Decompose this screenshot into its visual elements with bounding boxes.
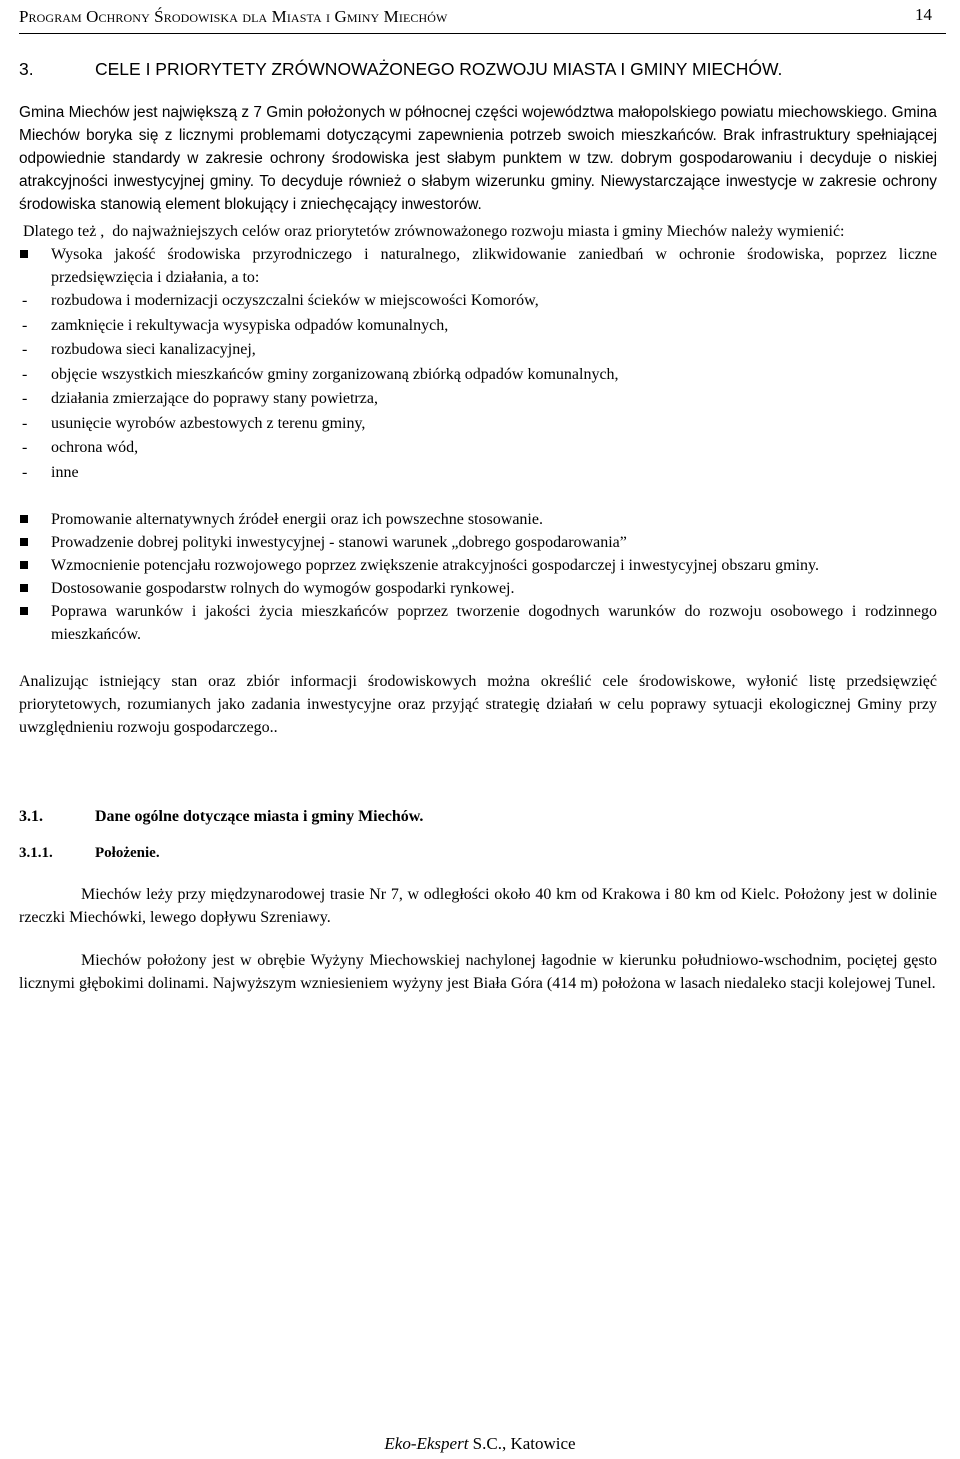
square-bullet-icon (20, 515, 28, 523)
analysis-paragraph: Analizując istniejący stan oraz zbiór informacji środowiskowych można określić cele środowiskowe, wyłonić listę przedsięwzięć priorytetowych, rozumianych jako zadania inwestycyjne oraz przyjąć strategię działań w celu poprawy sytuacji ekologicznej Gminy przy uwzględnieniu rozwoju gospodarczego.. (19, 673, 937, 736)
priority-text: Wzmocnienie potencjału rozwojowego poprzez zwiększenie atrakcyjności gospodarczej i inwestycyjnej obszaru gminy. (51, 557, 820, 574)
action-item (19, 461, 937, 486)
action-text: objęcie wszystkich mieszkańców gminy zorganizowaną zbiórką odpadów komunalnych, (51, 365, 619, 383)
action-text: rozbudowa i modernizacji oczyszczalni ścieków w miejscowości Komorów, (51, 292, 539, 309)
priority-text: Prowadzenie dobrej polityki inwestycyjnej - stanowi warunek „dobrego gospodarowania” (51, 534, 627, 551)
page-footer (0, 1434, 960, 1454)
section-number: 3.1. (19, 808, 43, 825)
priority-item (19, 508, 937, 531)
chapter-number: 3. (19, 59, 34, 79)
section-heading-3-1-1 (19, 842, 937, 865)
action-item (19, 412, 937, 437)
square-bullet-icon (20, 538, 28, 546)
page-number: 14 (915, 5, 932, 24)
dash-bullet-icon: - (22, 439, 28, 456)
action-text: usunięcie wyrobów azbestowych z terenu gminy, (51, 414, 366, 432)
action-item (19, 314, 937, 339)
action-text: rozbudowa sieci kanalizacyjnej, (51, 341, 256, 358)
action-item (19, 436, 937, 461)
dash-bullet-icon: - (22, 292, 28, 309)
priority-text: Wysoka jakość środowiska przyrodniczego i naturalnego, zlikwidowanie zaniedbań w ochronie środowiska, poprzez liczne przedsięwzięcia i działania, a to: (51, 246, 937, 286)
priorities-intro: Dlatego też , do najważniejszych celów oraz priorytetów zrównoważonego rozwoju miasta i gminy Miechów należy wymienić: (19, 223, 845, 240)
location-paragraph-2: Miechów położony jest w obrębie Wyżyny Miechowskiej nachylonej łagodnie w kierunku południowo-wschodnim, pociętej gęsto licznymi głębokimi dolinami. Najwyższym wzniesieniem wyżyny jest Biała Góra (414 m) położona w lasach niedaleko stacji kolejowej Tunel. (19, 952, 937, 992)
square-bullet-icon (20, 607, 28, 615)
chapter-title: CELE I PRIORYTETY ZRÓWNOWAŻONEGO ROZWOJU MIASTA I GMINY MIECHÓW. (95, 59, 783, 79)
section-title: Dane ogólne dotyczące miasta i gminy Miechów. (95, 808, 424, 825)
priority-list-2 (19, 508, 937, 646)
dash-bullet-icon: - (22, 463, 28, 481)
square-bullet-icon (20, 584, 28, 592)
priority-item (19, 577, 937, 600)
dash-bullet-icon: - (22, 341, 28, 358)
location-paragraph-1: Miechów leży przy międzynarodowej trasie Nr 7, w odległości około 40 km od Krakowa i 80 km od Kielc. Położony jest w dolinie rzeczki Miechówki, lewego dopływu Szreniawy. (19, 886, 937, 926)
document-title: Program Ochrony Środowiska dla Miasta i Gminy Miechów (19, 7, 448, 26)
section-heading-3-1 (19, 805, 937, 828)
square-bullet-icon (20, 561, 28, 569)
priority-item (19, 531, 937, 554)
dash-bullet-icon: - (22, 316, 28, 334)
priority-item (19, 243, 937, 289)
action-text: ochrona wód, (51, 439, 139, 456)
intro-paragraph: Gmina Miechów jest największą z 7 Gmin położonych w północnej części województwa małopolskiego powiatu miechowskiego. Gmina Miechów boryka się z licznymi problemami dotyczącymi zapewnienia potrzeb swoich mieszkańców. Brak infrastruktury spełniającej odpowiednie standardy w zakresie ochrony środowiska jest słabym punktem w tzw. dobrym gospodarowaniu i decyduje o niskiej atrakcyjności inwestycyjnej gminy. To decyduje również o słabym wizerunku gminy. Niewystarczające inwestycje w zakresie ochrony środowiska stanowią element blokujący i zniechęcający inwestorów. (19, 104, 937, 213)
page-header (19, 0, 946, 34)
action-text: działania zmierzające do poprawy stany powietrza, (51, 390, 378, 407)
priority-item (19, 554, 937, 577)
action-item (19, 363, 937, 388)
priority-list-1 (19, 243, 937, 289)
dash-bullet-icon: - (22, 414, 28, 432)
actions-list (19, 289, 937, 485)
footer-company: Eko-Ekspert (384, 1434, 469, 1453)
square-bullet-icon (20, 250, 28, 258)
chapter-heading (19, 58, 937, 81)
action-item (19, 338, 937, 363)
section-number: 3.1.1. (19, 845, 53, 861)
page-content (19, 58, 937, 995)
priority-text: Poprawa warunków i jakości życia mieszkańców poprzez tworzenie dogodnych warunków do rozwoju osobowego i rodzinnego mieszkańców. (51, 603, 937, 643)
dash-bullet-icon: - (22, 365, 28, 383)
footer-location: S.C., Katowice (468, 1434, 576, 1453)
section-title: Położenie. (95, 845, 160, 861)
action-item (19, 387, 937, 412)
dash-bullet-icon: - (22, 390, 28, 407)
action-text: zamknięcie i rekultywacja wysypiska odpadów komunalnych, (51, 316, 449, 334)
priority-text: Promowanie alternatywnych źródeł energii oraz ich powszechne stosowanie. (51, 511, 543, 528)
priority-item (19, 600, 937, 646)
priority-text: Dostosowanie gospodarstw rolnych do wymogów gospodarki rynkowej. (51, 580, 515, 597)
action-item (19, 289, 937, 314)
action-text: inne (51, 463, 79, 481)
